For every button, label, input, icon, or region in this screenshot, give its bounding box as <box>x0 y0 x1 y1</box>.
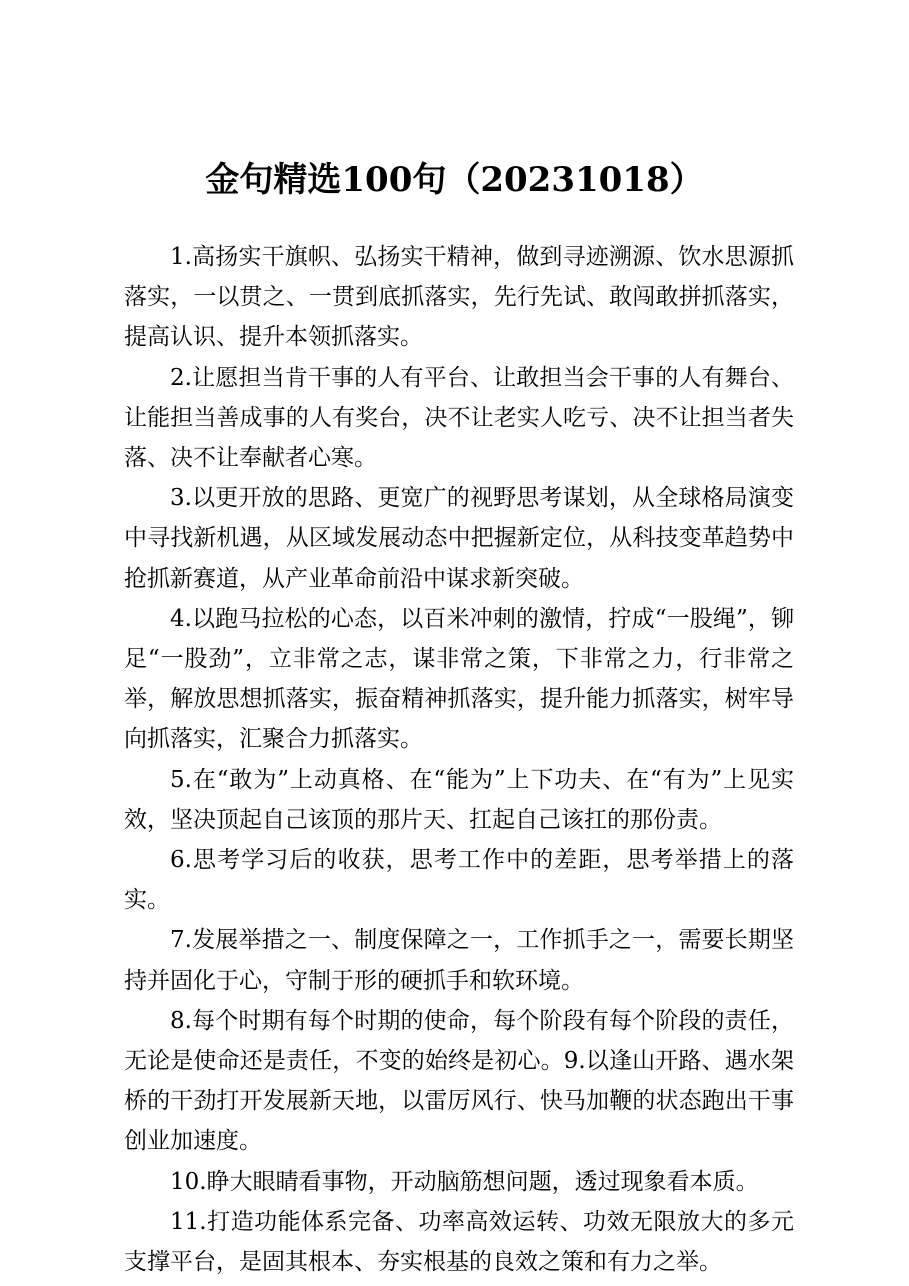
paragraph-10: 10.睁大眼睛看事物，开动脑筋想问题，透过现象看本质。 <box>170 1168 759 1195</box>
paragraph-6: 6.思考学习后的收获，思考工作中的差距，思考举措上的落实。 <box>124 847 794 914</box>
document-title: 金句精选100句（20231018） <box>205 160 704 200</box>
paragraph-7: 7.发展举措之一、制度保障之一，工作抓手之一，需要长期坚持并固化于心，守制于形的硬抓手和软环境。 <box>124 927 794 994</box>
paragraph-5: 5.在“敢为”上动真格、在“能为”上下功夫、在“有为”上见实效，坚决顶起自己该顶的那片天、扛起自己该扛的那份责。 <box>124 766 794 833</box>
paragraph-8: 8.每个时期有每个时期的使命，每个阶段有每个阶段的责任，无论是使命还是责任，不变的始终是初心。9.以逢山开路、遇水架桥的干劲打开发展新天地，以雷厉风行、快马加鞭的状态跑出干事创业加速度。 <box>124 1007 794 1155</box>
paragraph-11: 11.打造功能体系完备、功率高效运转、功效无限放大的多元支撑平台，是固其根本、夯实根基的良效之策和有力之举。 <box>124 1208 794 1276</box>
document-body <box>124 237 794 1282</box>
paragraph-3: 3.以更开放的思路、更宽广的视野思考谋划，从全球格局演变中寻找新机遇，从区域发展动态中把握新定位，从科技变革趋势中抢抓新赛道，从产业革命前沿中谋求新突破。 <box>124 485 794 592</box>
paragraph-4: 4.以跑马拉松的心态，以百米冲刺的激情，拧成“一股绳”，铆足“一股劲”，立非常之志，谋非常之策，下非常之力，行非常之举，解放思想抓落实，振奋精神抓落实，提升能力抓落实，树牢导向抓落实，汇聚合力抓落实。 <box>124 605 794 753</box>
paragraph-2: 2.让愿担当肯干事的人有平台、让敢担当会干事的人有舞台、让能担当善成事的人有奖台，决不让老实人吃亏、决不让担当者失落、决不让奉献者心寒。 <box>124 364 794 472</box>
paragraph-1: 1.高扬实干旗帜、弘扬实干精神，做到寻迹溯源、饮水思源抓落实，一以贯之、一贯到底抓落实，先行先试、敢闯敢拼抓落实，提高认识、提升本领抓落实。 <box>124 244 794 351</box>
